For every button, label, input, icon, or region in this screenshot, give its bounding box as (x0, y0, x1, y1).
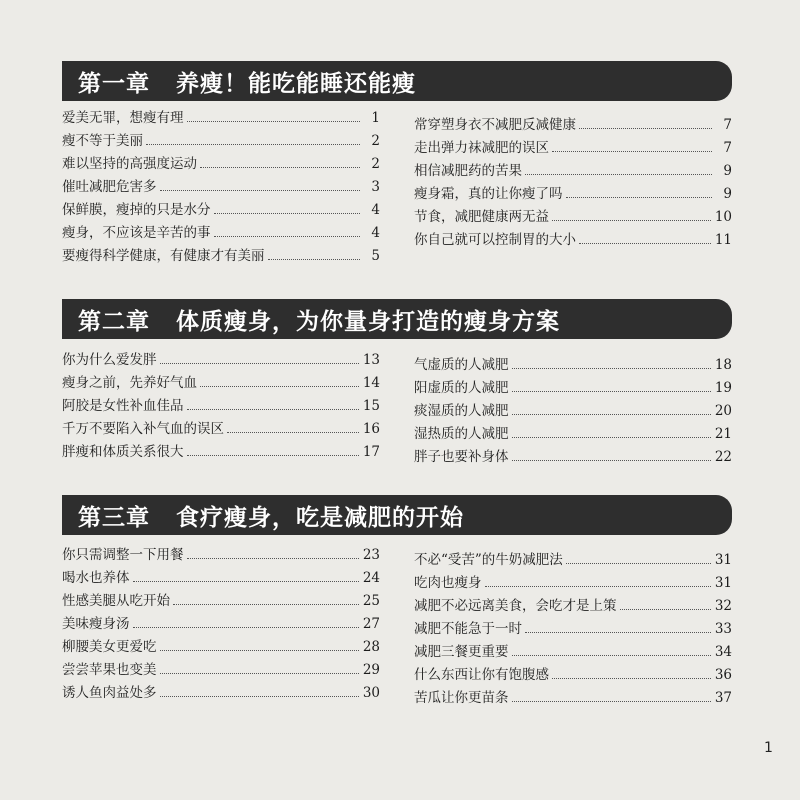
toc-entry[interactable] (62, 218, 380, 241)
chapter-2-label: 第二章 (78, 307, 150, 335)
toc-entry-page: 11 (714, 232, 732, 248)
toc-entry-page: 28 (362, 639, 380, 655)
toc-entry[interactable] (62, 368, 380, 391)
toc-entry-title: 瘦身，不应该是辛苦的事 (62, 225, 211, 241)
toc-entry-title: 瘦身霜，真的让你瘦了吗 (414, 186, 563, 202)
dot-leader (512, 655, 711, 656)
toc-entry-title: 美味瘦身汤 (62, 616, 130, 632)
toc-entry[interactable] (414, 545, 732, 568)
toc-entry-page: 7 (723, 117, 732, 133)
toc-entry[interactable] (414, 133, 732, 156)
toc-entry-page: 30 (362, 685, 380, 701)
chapter-2-header (62, 299, 732, 339)
toc-entry-page: 1 (371, 110, 380, 126)
toc-entry-title: 减肥三餐更重要 (414, 644, 509, 660)
toc-entry-page: 19 (714, 380, 732, 396)
toc-entry-page: 24 (362, 570, 380, 586)
dot-leader (227, 432, 359, 433)
dot-leader (620, 609, 711, 610)
toc-entry-page: 18 (714, 357, 732, 373)
toc-entry-page: 4 (371, 225, 380, 241)
toc-entry-title: 你自己就可以控制胃的大小 (414, 232, 576, 248)
dot-leader (160, 650, 359, 651)
toc-entry[interactable] (414, 225, 732, 248)
toc-entry-page: 20 (714, 403, 732, 419)
toc-entry-title: 阿胶是女性补血佳品 (62, 398, 184, 414)
dot-leader (512, 460, 711, 461)
toc-entry-title: 减肥不能急于一时 (414, 621, 522, 637)
toc-entry-title: 气虚质的人减肥 (414, 357, 509, 373)
toc-entry-page: 21 (714, 426, 732, 442)
toc-entry-page: 15 (362, 398, 380, 414)
toc-entry[interactable] (62, 195, 380, 218)
toc-entry-title: 减肥不必远离美食，会吃才是上策 (414, 598, 617, 614)
chapter-3-left-list (62, 540, 380, 701)
chapter-1-left-list (62, 103, 380, 264)
toc-entry[interactable] (414, 419, 732, 442)
toc-entry-title: 催吐减肥危害多 (62, 179, 157, 195)
toc-entry-page: 7 (723, 140, 732, 156)
toc-entry[interactable] (414, 442, 732, 465)
dot-leader (214, 213, 361, 214)
toc-entry-title: 瘦身之前，先养好气血 (62, 375, 197, 391)
toc-entry[interactable] (62, 563, 380, 586)
toc-entry-page: 31 (714, 575, 732, 591)
toc-entry-page: 31 (714, 552, 732, 568)
chapter-3-label: 第三章 (78, 503, 150, 531)
toc-entry[interactable] (414, 591, 732, 614)
toc-entry-title: 千万不要陷入补气血的误区 (62, 421, 224, 437)
dot-leader (187, 121, 361, 122)
chapter-2-title: 体质瘦身，为你量身打造的瘦身方案 (176, 307, 560, 335)
dot-leader (187, 558, 359, 559)
toc-entry-page: 2 (371, 133, 380, 149)
toc-entry[interactable] (414, 637, 732, 660)
toc-entry-title: 难以坚持的高强度运动 (62, 156, 197, 172)
toc-entry-title: 你为什么爱发胖 (62, 352, 157, 368)
toc-entry-page: 14 (362, 375, 380, 391)
dot-leader (133, 581, 359, 582)
toc-entry-title: 走出弹力袜减肥的误区 (414, 140, 549, 156)
toc-entry-title: 不必“受苦”的牛奶减肥法 (414, 552, 563, 568)
toc-entry[interactable] (414, 683, 732, 706)
chapter-3-title: 食疗瘦身，吃是减肥的开始 (176, 503, 464, 531)
dot-leader (552, 151, 712, 152)
toc-entry[interactable] (62, 103, 380, 126)
toc-entry-title: 痰湿质的人减肥 (414, 403, 509, 419)
toc-entry-page: 4 (371, 202, 380, 218)
dot-leader (133, 627, 359, 628)
toc-entry-page: 9 (723, 186, 732, 202)
dot-leader (160, 190, 361, 191)
toc-entry[interactable] (414, 614, 732, 637)
chapter-1-title: 养瘦！能吃能睡还能瘦 (176, 69, 416, 97)
toc-entry-title: 湿热质的人减肥 (414, 426, 509, 442)
toc-entry[interactable] (414, 156, 732, 179)
toc-entry[interactable] (62, 632, 380, 655)
toc-entry-title: 相信减肥药的苦果 (414, 163, 522, 179)
chapter-1-header (62, 61, 732, 101)
toc-entry[interactable] (62, 391, 380, 414)
toc-entry[interactable] (414, 350, 732, 373)
dot-leader (512, 701, 711, 702)
dot-leader (566, 197, 713, 198)
dot-leader (579, 128, 712, 129)
dot-leader (579, 243, 711, 244)
dot-leader (525, 174, 712, 175)
toc-entry[interactable] (62, 345, 380, 368)
toc-entry-title: 爱美无罪，想瘦有理 (62, 110, 184, 126)
toc-entry-page: 37 (714, 690, 732, 706)
toc-entry-page: 9 (723, 163, 732, 179)
page-number: 1 (764, 740, 773, 756)
toc-entry-title: 节食，减肥健康两无益 (414, 209, 549, 225)
toc-entry[interactable] (414, 396, 732, 419)
toc-entry[interactable] (62, 540, 380, 563)
toc-entry-title: 胖瘦和体质关系很大 (62, 444, 184, 460)
toc-entry-page: 22 (714, 449, 732, 465)
toc-entry-page: 34 (714, 644, 732, 660)
dot-leader (485, 586, 711, 587)
dot-leader (512, 414, 711, 415)
toc-entry[interactable] (62, 241, 380, 264)
toc-entry[interactable] (62, 149, 380, 172)
toc-entry[interactable] (62, 172, 380, 195)
chapter-1-right-list (414, 110, 732, 248)
toc-entry-title: 阳虚质的人减肥 (414, 380, 509, 396)
toc-entry-page: 16 (362, 421, 380, 437)
toc-entry-page: 32 (714, 598, 732, 614)
chapter-1-label: 第一章 (78, 69, 150, 97)
toc-entry-title: 你只需调整一下用餐 (62, 547, 184, 563)
toc-entry-page: 29 (362, 662, 380, 678)
toc-entry[interactable] (62, 678, 380, 701)
toc-entry-page: 33 (714, 621, 732, 637)
toc-entry[interactable] (62, 414, 380, 437)
toc-entry-title: 尝尝苹果也变美 (62, 662, 157, 678)
toc-entry-page: 10 (714, 209, 732, 225)
dot-leader (566, 563, 711, 564)
toc-entry-title: 喝水也养体 (62, 570, 130, 586)
chapter-2-right-list (414, 350, 732, 465)
dot-leader (552, 220, 711, 221)
toc-entry-title: 性感美腿从吃开始 (62, 593, 170, 609)
dot-leader (200, 386, 359, 387)
toc-entry[interactable] (414, 110, 732, 133)
dot-leader (160, 363, 359, 364)
toc-entry-page: 13 (362, 352, 380, 368)
toc-entry-page: 36 (714, 667, 732, 683)
toc-entry[interactable] (414, 202, 732, 225)
toc-entry-title: 瘦不等于美丽 (62, 133, 143, 149)
dot-leader (187, 409, 359, 410)
toc-entry[interactable] (414, 568, 732, 591)
toc-entry-page: 25 (362, 593, 380, 609)
toc-entry-page: 27 (362, 616, 380, 632)
dot-leader (200, 167, 360, 168)
toc-entry[interactable] (62, 437, 380, 460)
toc-entry-title: 要瘦得科学健康，有健康才有美丽 (62, 248, 265, 264)
toc-entry-page: 3 (371, 179, 380, 195)
dot-leader (512, 391, 711, 392)
toc-entry-page: 23 (362, 547, 380, 563)
dot-leader (173, 604, 359, 605)
dot-leader (146, 144, 360, 145)
toc-entry[interactable] (62, 586, 380, 609)
toc-entry[interactable] (414, 373, 732, 396)
toc-entry[interactable] (414, 660, 732, 683)
dot-leader (214, 236, 361, 237)
dot-leader (160, 696, 359, 697)
toc-entry-page: 5 (371, 248, 380, 264)
chapter-3-header (62, 495, 732, 535)
dot-leader (268, 259, 361, 260)
dot-leader (512, 368, 711, 369)
toc-entry-title: 吃肉也瘦身 (414, 575, 482, 591)
chapter-3-right-list (414, 545, 732, 706)
toc-entry-title: 柳腰美女更爱吃 (62, 639, 157, 655)
toc-entry-title: 诱人鱼肉益处多 (62, 685, 157, 701)
toc-entry-title: 胖子也要补身体 (414, 449, 509, 465)
toc-entry-title: 什么东西让你有饱腹感 (414, 667, 549, 683)
dot-leader (525, 632, 711, 633)
chapter-2-left-list (62, 345, 380, 460)
dot-leader (552, 678, 711, 679)
toc-entry[interactable] (62, 609, 380, 632)
toc-entry-page: 2 (371, 156, 380, 172)
dot-leader (160, 673, 359, 674)
toc-entry[interactable] (62, 126, 380, 149)
dot-leader (187, 455, 359, 456)
toc-entry[interactable] (414, 179, 732, 202)
toc-entry[interactable] (62, 655, 380, 678)
toc-entry-title: 苦瓜让你更苗条 (414, 690, 509, 706)
toc-entry-title: 常穿塑身衣不减肥反减健康 (414, 117, 576, 133)
dot-leader (512, 437, 711, 438)
toc-entry-title: 保鲜膜，瘦掉的只是水分 (62, 202, 211, 218)
toc-entry-page: 17 (362, 444, 380, 460)
